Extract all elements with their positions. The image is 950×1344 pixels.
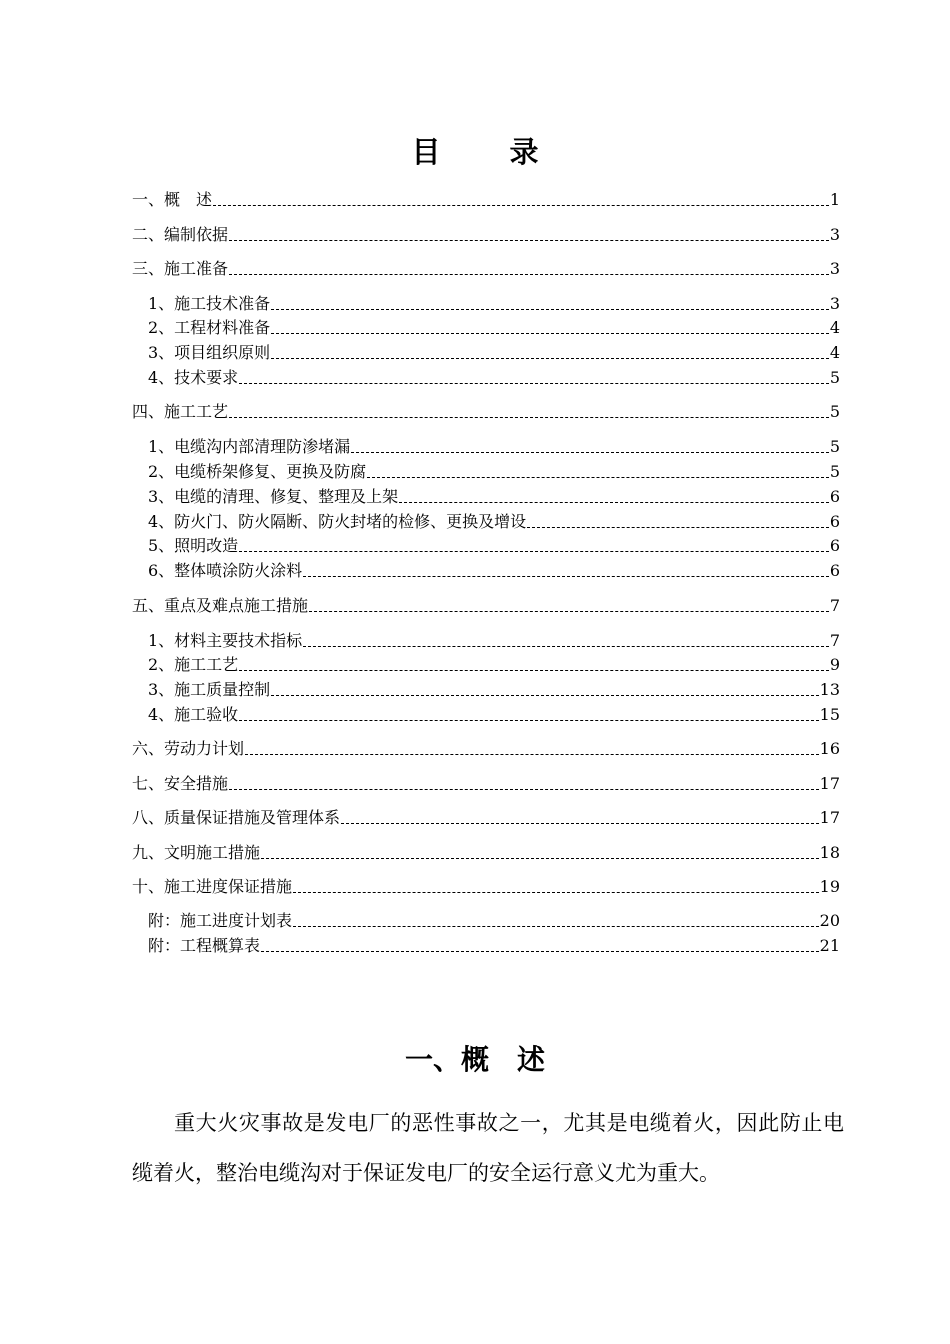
toc-entry-page: 6 xyxy=(829,512,840,531)
toc-entry-label: 3、项目组织原则 xyxy=(148,343,271,362)
toc-leader-dashes xyxy=(213,194,829,206)
toc-entry-label: 3、施工质量控制 xyxy=(148,680,271,699)
toc-leader-dashes xyxy=(309,600,829,612)
toc-entry-page: 18 xyxy=(819,843,840,862)
toc-entry-page: 3 xyxy=(829,294,840,313)
toc-entry-label: 九、文明施工措施 xyxy=(132,843,261,862)
toc-entry[interactable] xyxy=(132,842,840,864)
toc-entry[interactable] xyxy=(148,511,840,533)
toc-entry-label: 六、劳动力计划 xyxy=(132,739,245,758)
toc-leader-dashes xyxy=(239,709,818,721)
toc-leader-dashes xyxy=(527,516,829,528)
toc-entry-page: 17 xyxy=(819,774,840,793)
toc-leader-dashes xyxy=(229,229,829,241)
toc-entry-page: 20 xyxy=(819,911,840,930)
toc-entry-page: 4 xyxy=(829,318,840,337)
toc-entry[interactable] xyxy=(132,224,840,246)
toc-entry-page: 6 xyxy=(829,487,840,506)
toc-leader-dashes xyxy=(271,347,829,359)
toc-entry-label: 附：施工进度计划表 xyxy=(148,911,293,930)
toc-entry[interactable] xyxy=(132,773,840,795)
toc-entry-label: 1、材料主要技术指标 xyxy=(148,631,303,650)
toc-leader-dashes xyxy=(245,743,819,755)
toc-entry-label: 4、技术要求 xyxy=(148,368,239,387)
toc-entry-page: 15 xyxy=(819,705,840,724)
toc-entry[interactable] xyxy=(132,738,840,760)
toc-entry-label: 五、重点及难点施工措施 xyxy=(132,596,309,615)
toc-entry[interactable] xyxy=(148,293,840,315)
toc-entry-page: 9 xyxy=(829,655,840,674)
toc-entry-page: 7 xyxy=(829,631,840,650)
toc-entry[interactable] xyxy=(148,436,840,458)
toc-entry-page: 7 xyxy=(829,596,840,615)
toc-entry[interactable] xyxy=(148,654,840,676)
toc-entry-label: 2、施工工艺 xyxy=(148,655,239,674)
toc-entry-label: 一、概 述 xyxy=(132,190,213,209)
toc-entry-page: 17 xyxy=(819,808,840,827)
toc-leader-dashes xyxy=(341,812,819,824)
toc-entry[interactable] xyxy=(148,935,840,957)
toc-entry[interactable] xyxy=(148,461,840,483)
toc-leader-dashes xyxy=(229,263,829,275)
toc-entry-label: 2、工程材料准备 xyxy=(148,318,271,337)
toc-entry-page: 5 xyxy=(829,402,840,421)
toc-entry-page: 5 xyxy=(829,368,840,387)
toc-entry[interactable] xyxy=(148,535,840,557)
toc-entry-page: 16 xyxy=(819,739,840,758)
toc-entry-label: 附：工程概算表 xyxy=(148,936,261,955)
toc-entry[interactable] xyxy=(148,317,840,339)
toc-entry-label: 十、施工进度保证措施 xyxy=(132,877,293,896)
toc-entry-page: 3 xyxy=(829,259,840,278)
toc-entry-page: 1 xyxy=(829,190,840,209)
toc-entry-page: 5 xyxy=(829,437,840,456)
toc-entry[interactable] xyxy=(148,486,840,508)
toc-title: 目 录 xyxy=(411,135,559,169)
toc-entry-page: 6 xyxy=(829,561,840,580)
toc-entry-page: 6 xyxy=(829,536,840,555)
toc-entry-label: 5、照明改造 xyxy=(148,536,239,555)
toc-entry[interactable] xyxy=(132,876,840,898)
toc-leader-dashes xyxy=(293,881,819,893)
toc-leader-dashes xyxy=(229,778,819,790)
toc-entry[interactable] xyxy=(132,595,840,617)
toc-entry-label: 4、防火门、防火隔断、防火封堵的检修、更换及增设 xyxy=(148,512,527,531)
toc-entry-page: 13 xyxy=(819,680,840,699)
toc-leader-dashes xyxy=(351,441,829,453)
toc-entry-page: 5 xyxy=(829,462,840,481)
toc-entry[interactable] xyxy=(132,401,840,423)
toc-leader-dashes xyxy=(271,684,818,696)
toc-entry-page: 3 xyxy=(829,225,840,244)
toc-entry-label: 四、施工工艺 xyxy=(132,402,229,421)
toc-entry-label: 八、质量保证措施及管理体系 xyxy=(132,808,341,827)
toc-entry-label: 二、编制依据 xyxy=(132,225,229,244)
toc-leader-dashes xyxy=(239,540,829,552)
toc-entry-label: 4、施工验收 xyxy=(148,705,239,724)
toc-leader-dashes xyxy=(239,372,829,384)
section-title: 一、概 述 xyxy=(404,1043,545,1076)
toc-leader-dashes xyxy=(303,635,829,647)
toc-entry-page: 4 xyxy=(829,343,840,362)
toc-entry-label: 1、电缆沟内部清理防渗堵漏 xyxy=(148,437,351,456)
toc-entry-label: 3、电缆的清理、修复、整理及上架 xyxy=(148,487,399,506)
toc-entry-label: 三、施工准备 xyxy=(132,259,229,278)
toc-leader-dashes xyxy=(303,565,829,577)
toc-leader-dashes xyxy=(261,940,819,952)
toc-entry-label: 七、安全措施 xyxy=(132,774,229,793)
toc-entry[interactable] xyxy=(148,560,840,582)
body-paragraph: 重大火灾事故是发电厂的恶性事故之一，尤其是电缆着火，因此防止电缆着火，整治电缆沟对于保证发电厂的安全运行意义尤为重大。 xyxy=(132,1111,844,1185)
toc-entry-label: 1、施工技术准备 xyxy=(148,294,271,313)
toc-leader-dashes xyxy=(271,298,829,310)
toc-leader-dashes xyxy=(239,659,829,671)
toc-entry[interactable] xyxy=(132,807,840,829)
toc-entry[interactable] xyxy=(132,258,840,280)
toc-entry[interactable] xyxy=(148,342,840,364)
toc-entry-page: 19 xyxy=(819,877,840,896)
toc-entry[interactable] xyxy=(148,704,840,726)
toc-entry-page: 21 xyxy=(819,936,840,955)
toc-leader-dashes xyxy=(271,322,829,334)
toc-leader-dashes xyxy=(293,915,819,927)
toc-entry[interactable] xyxy=(148,679,840,701)
toc-entry[interactable] xyxy=(148,630,840,652)
toc-leader-dashes xyxy=(367,466,829,478)
toc-leader-dashes xyxy=(399,491,829,503)
toc-entry-label: 2、电缆桥架修复、更换及防腐 xyxy=(148,462,367,481)
toc-entry[interactable] xyxy=(148,910,840,932)
toc-entry[interactable] xyxy=(132,189,840,211)
toc-entry[interactable] xyxy=(148,367,840,389)
toc-leader-dashes xyxy=(261,847,819,859)
toc-leader-dashes xyxy=(229,406,829,418)
toc-entry-label: 6、整体喷涂防火涂料 xyxy=(148,561,303,580)
